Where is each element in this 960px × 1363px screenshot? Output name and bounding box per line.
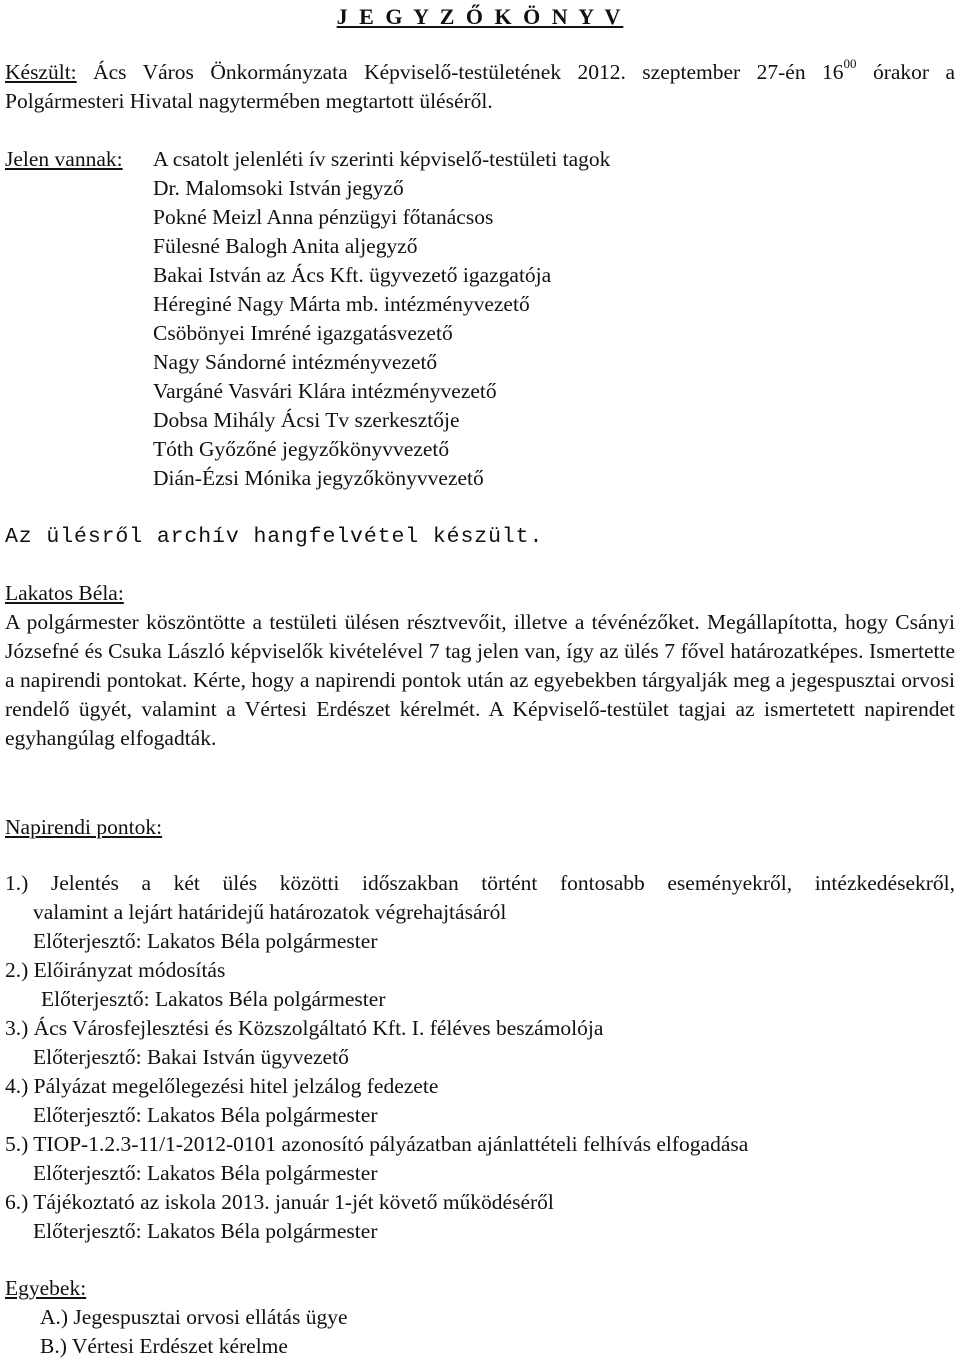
agenda-heading: Napirendi pontok: <box>5 815 163 839</box>
misc-heading: Egyebek: <box>5 1276 87 1300</box>
attendee: Dobsa Mihály Ácsi Tv szerkesztője <box>153 408 460 432</box>
attendee: Nagy Sándorné intézményvezető <box>153 350 438 374</box>
attendee: Vargáné Vasvári Klára intézményvezető <box>153 379 497 403</box>
agenda-item-title: 3.) Ács Városfejlesztési és Közszolgáltató Kft. I. féléves beszámolója <box>5 1016 604 1040</box>
speaker-name: Lakatos Béla: <box>5 581 124 605</box>
agenda-item-presenter: Előterjesztő: Bakai István ügyvezető <box>33 1045 349 1069</box>
agenda-item-presenter: Előterjesztő: Lakatos Béla polgármester <box>33 929 378 953</box>
misc-list <box>40 1303 348 1361</box>
recording-note: Az ülésről archív hangfelvétel készült. <box>5 525 544 549</box>
attendee: Bakai István az Ács Kft. ügyvezető igazgatója <box>153 263 552 287</box>
attendee: Héreginé Nagy Márta mb. intézményvezető <box>153 292 530 316</box>
agenda-item-title: 4.) Pályázat megelőlegezési hitel jelzálog fedezete <box>5 1074 439 1098</box>
made-time-superscript: 00 <box>843 55 857 71</box>
attendee: Csöbönyei Imréné igazgatásvezető <box>153 321 453 345</box>
agenda-item-title: 1.) Jelentés a két ülés közötti időszakban történt fontosabb eseményekről, intézkedésekről, <box>5 871 955 895</box>
made-label: Készült: <box>5 60 77 84</box>
agenda-item-presenter: Előterjesztő: Lakatos Béla polgármester <box>33 1103 378 1127</box>
agenda-item-presenter: Előterjesztő: Lakatos Béla polgármester <box>41 987 386 1011</box>
attendee: Fülesné Balogh Anita aljegyző <box>153 234 418 258</box>
attendee: Dián-Ézsi Mónika jegyzőkönyvvezető <box>153 466 484 490</box>
made-text-2: órakor a Polgármesteri Hivatal nagytermében megtartott üléséről. <box>5 60 956 113</box>
made-paragraph <box>5 55 956 116</box>
misc-item: A.) Jegespusztai orvosi ellátás ügye <box>40 1305 348 1329</box>
document-title: J E G Y Z Ő K Ö N Y V <box>336 4 624 29</box>
agenda-item-title: 6.) Tájékoztató az iskola 2013. január 1-jét követő működéséről <box>5 1190 554 1214</box>
attendee: Dr. Malomsoki István jegyző <box>153 176 404 200</box>
attendees-label: Jelen vannak: <box>5 147 123 171</box>
attendees-list <box>153 145 853 493</box>
attendee: Tóth Győzőné jegyzőkönyvvezető <box>153 437 450 461</box>
attendee: A csatolt jelenléti ív szerinti képviselő-testületi tagok <box>153 147 611 171</box>
agenda-item-presenter: Előterjesztő: Lakatos Béla polgármester <box>33 1161 378 1185</box>
agenda-item-presenter: Előterjesztő: Lakatos Béla polgármester <box>33 1219 378 1243</box>
attendee: Pokné Meizl Anna pénzügyi főtanácsos <box>153 205 494 229</box>
agenda-item-title-cont: valamint a lejárt határidejű határozatok végrehajtásáról <box>33 900 507 924</box>
agenda-item-title: 2.) Előirányzat módosítás <box>5 958 226 982</box>
agenda-item-title: 5.) TIOP-1.2.3-11/1-2012-0101 azonosító pályázatban ajánlattételi felhívás elfogadása <box>5 1132 749 1156</box>
made-text: Ács Város Önkormányzata Képviselő-testületének 2012. szeptember 27-én 16 <box>93 60 844 84</box>
speech-paragraph: A polgármester köszöntötte a testületi ülésen résztvevőit, illetve a tévénézőket. Megállapította, hogy Csányi Józsefné és Csuka László képviselők kivételével 7 tag jelen van, így az ülés 7 fővel határozatképes. Ismertette a napirendi pontokat. Kérte, hogy a napirendi pontok után az egyebekben tárgyalják meg a jegespusztai orvosi rendelő ügyét, valamint a Vértesi Erdészet kérelmét. A Képviselő-testület tagjai az ismertetett napirendet egyhangúlag elfogadták. <box>5 610 955 750</box>
misc-item: B.) Vértesi Erdészet kérelme <box>40 1334 288 1358</box>
agenda-list <box>5 869 955 1246</box>
